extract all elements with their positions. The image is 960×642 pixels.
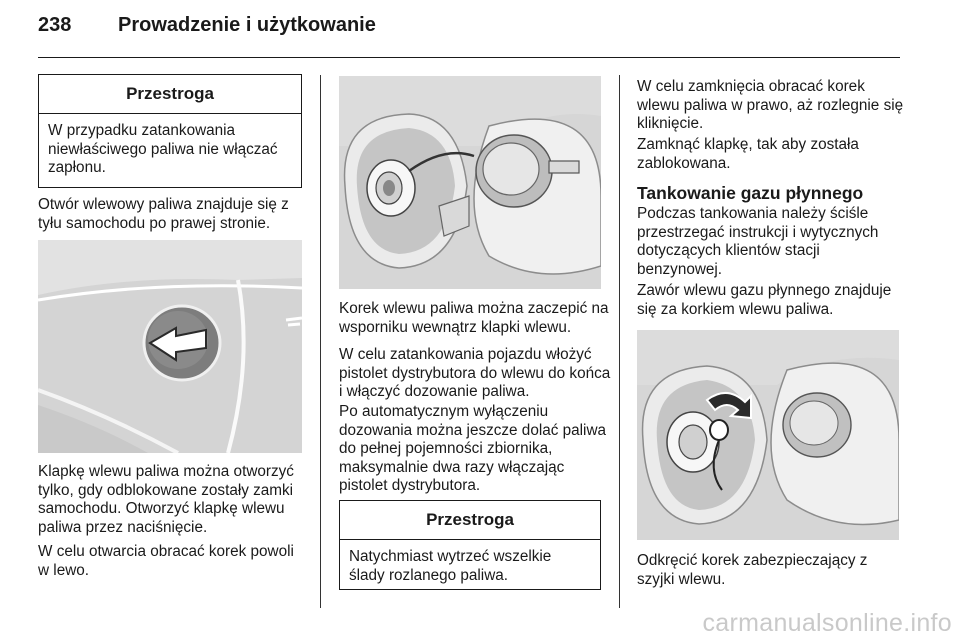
paragraph-hang-cap: Korek wlewu paliwa można zaczepić na wsporniku wewnątrz klapki wlewu. bbox=[339, 300, 609, 336]
illustration-fuel-door-closed bbox=[38, 240, 302, 453]
header-rule bbox=[38, 57, 900, 58]
page-number: 238 bbox=[38, 14, 72, 36]
paragraph-insert-nozzle: W celu zatankowania pojazdu włożyć pistolet dystrybutora do wlewu do końca i włączyć dozowanie paliwa. bbox=[339, 346, 611, 400]
caution-title: Przestroga bbox=[340, 501, 600, 540]
illustration-cap-on-bracket bbox=[339, 76, 601, 289]
paragraph-remove-adapter-cap: Odkręcić korek zabezpieczający z szyjki wlewu. bbox=[637, 552, 868, 588]
section-heading-lpg: Tankowanie gazu płynnego bbox=[637, 183, 864, 203]
caution-title: Przestroga bbox=[39, 75, 301, 114]
caution-box-1 bbox=[38, 74, 302, 188]
column-divider-1 bbox=[320, 75, 321, 608]
column-divider-2 bbox=[619, 75, 620, 608]
running-title: Prowadzenie i użytkowanie bbox=[118, 14, 376, 36]
caution-box-2 bbox=[339, 500, 601, 590]
paragraph-lpg-valve: Zawór wlewu gazu płynnego znajduje się za korkiem wlewu paliwa. bbox=[637, 282, 892, 318]
paragraph-filler-location: Otwór wlewowy paliwa znajduje się z tyłu samochodu po prawej stronie. bbox=[38, 196, 289, 232]
paragraph-unscrew-cap: W celu otwarcia obracać korek powoli w lewo. bbox=[38, 543, 294, 579]
watermark: carmanualsonline.info bbox=[702, 609, 952, 637]
caution-text: Natychmiast wytrzeć wszelkie ślady rozlanego paliwa. bbox=[349, 548, 552, 584]
paragraph-close-cap: W celu zamknięcia obracać korek wlewu paliwa w prawo, aż rozlegnie się kliknięcie. bbox=[637, 78, 904, 132]
illustration-lpg-valve bbox=[637, 330, 899, 540]
paragraph-open-fuel-door: Klapkę wlewu paliwa można otworzyć tylko, gdy odblokowane zostały zamki samochodu. Otworzyć klapkę wlewu paliwa przez naciśnięcie. bbox=[38, 463, 294, 536]
caution-text: W przypadku zatankowania niewłaściwego paliwa nie włączać zapłonu. bbox=[48, 122, 278, 176]
paragraph-top-up: Po automatycznym wyłączeniu dozowania można jeszcze dolać paliwa do pełnej pojemności zbiornika, maksymalnie dwa razy włączając pistolet dystrybutora. bbox=[339, 403, 606, 494]
paragraph-lock-door: Zamknąć klapkę, tak aby została zablokowana. bbox=[637, 136, 859, 172]
paragraph-lpg-instructions: Podczas tankowania należy ściśle przestrzegać instrukcji i wytycznych dotyczących klientów stacji benzynowej. bbox=[637, 205, 879, 278]
